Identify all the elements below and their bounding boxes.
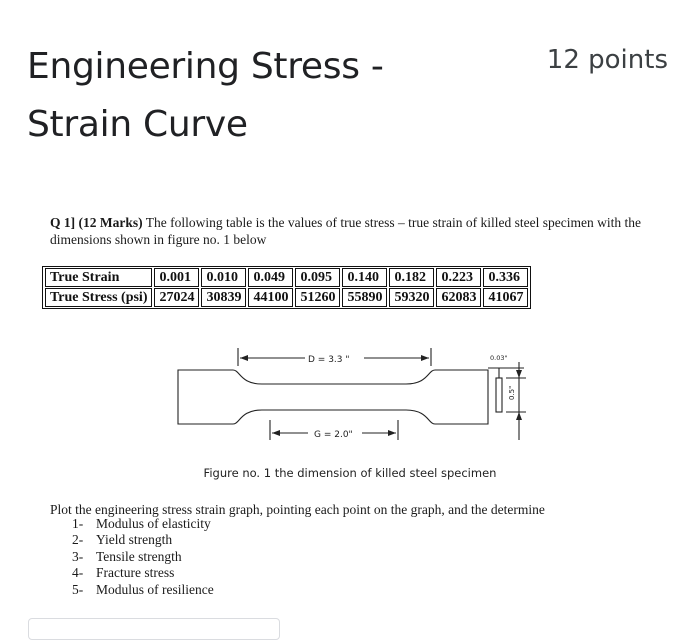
width-label: 0.5" [508,385,516,400]
question-title: Engineering Stress - Strain Curve [27,46,384,145]
table-row [45,268,528,287]
question-text [50,214,650,248]
specimen-figure [150,340,550,452]
list-item [50,582,214,598]
list-item-text: Fracture stress [96,565,175,581]
list-item-number: 1- [72,516,84,531]
question-body: The following table is the values of true stress – true strain of killed steel specimen with the dimensions shown in figure no. 1 below [50,215,641,247]
table-row [45,288,528,307]
question-label: Q 1] (12 Marks) [50,215,143,230]
table-cell: 62083 [436,288,481,307]
table-cell: 44100 [248,288,293,307]
row-label-true-strain: True Strain [45,268,152,287]
diameter-label: D = 3.3 " [308,355,350,365]
table-cell: 0.336 [483,268,528,287]
gauge-length-label: G = 2.0" [314,430,353,440]
table-cell: 0.010 [201,268,246,287]
list-item-number: 2- [72,532,84,548]
table-cell: 0.001 [154,268,199,287]
table-cell: 59320 [389,288,434,307]
table-cell: 0.140 [342,268,387,287]
list-item-number: 4- [72,565,84,581]
list-item [50,516,214,532]
list-item-text: Yield strength [96,532,173,548]
instructions-intro: Plot the engineering stress strain graph, pointing each point on the graph, and the determine [50,502,545,517]
answer-input-box[interactable] [28,618,280,640]
stress-strain-table [42,266,531,309]
thickness-label: 0.03" [490,354,508,362]
list-item [50,549,214,565]
table-cell: 55890 [342,288,387,307]
table-cell: 41067 [483,288,528,307]
table-cell: 0.182 [389,268,434,287]
list-item-text: Modulus of elasticity [96,516,211,531]
list-item-text: Modulus of resilience [96,581,214,597]
points-label: 12 points [546,45,668,75]
table-cell: 0.223 [436,268,481,287]
table-cell: 30839 [201,288,246,307]
figure-caption: Figure no. 1 the dimension of killed steel specimen [203,466,497,480]
table-cell: 0.095 [295,268,340,287]
list-item-text: Tensile strength [96,548,182,564]
task-list [50,516,214,598]
list-item-number: 5- [72,581,84,597]
table-cell: 51260 [295,288,340,307]
table-cell: 0.049 [248,268,293,287]
table-cell: 27024 [154,288,199,307]
list-item [50,532,214,548]
specimen-outline [178,370,488,424]
row-label-true-stress: True Stress (psi) [45,288,152,307]
list-item [50,565,214,581]
list-item-number: 3- [72,548,84,564]
